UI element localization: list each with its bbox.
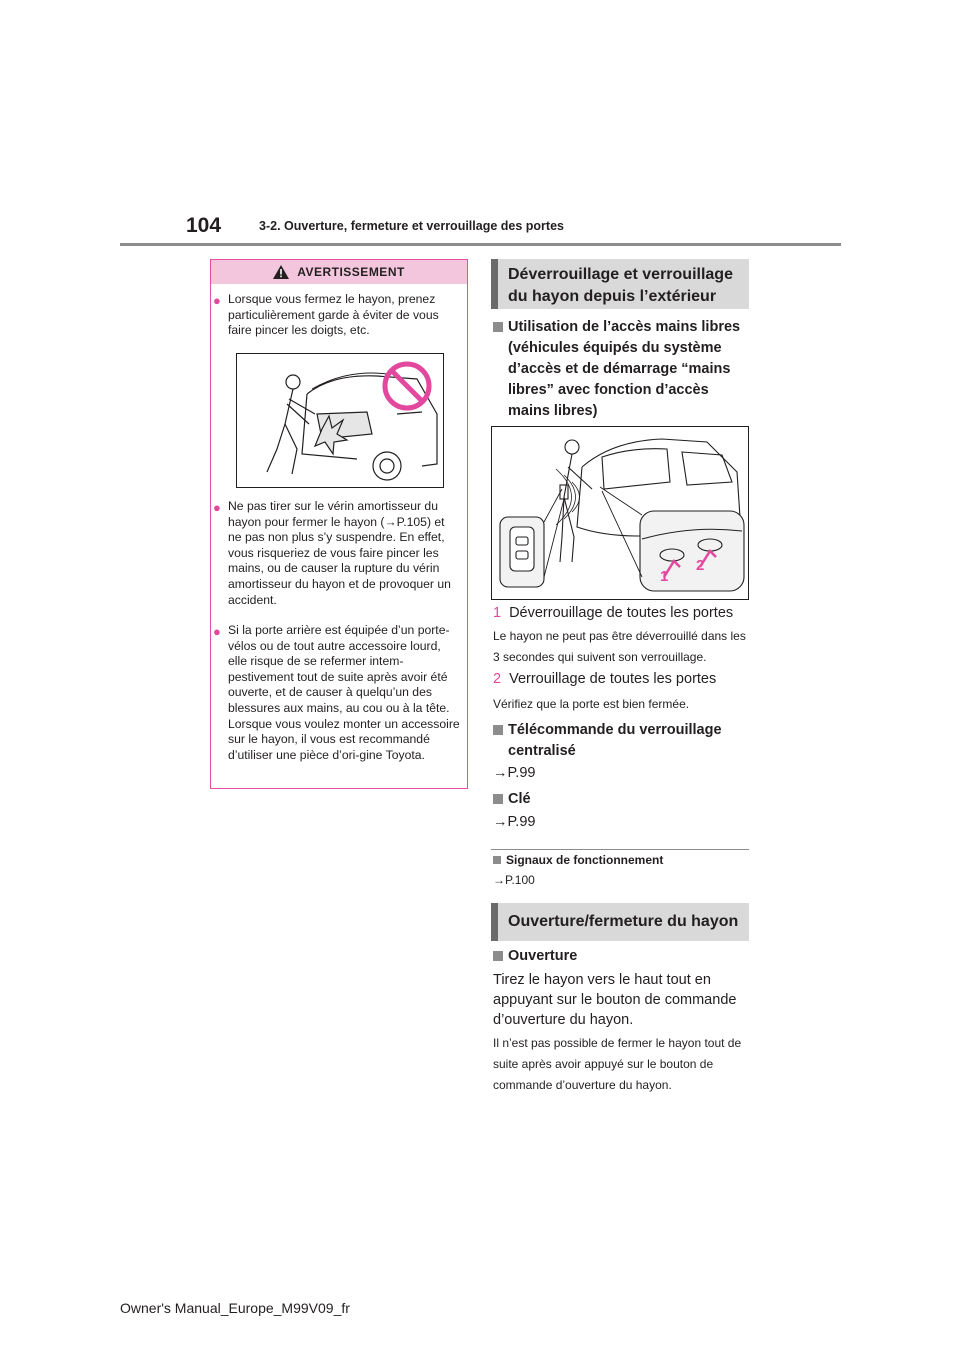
- square-bullet-icon: [493, 322, 503, 332]
- opening-instructions: Tirez le hayon vers le haut tout en appuyant sur le bouton de commande d’ouverture du hayon.: [493, 972, 737, 1028]
- warning-illustration: [236, 353, 444, 488]
- item-lock-note: Vérifiez que la porte est bien fermée.: [493, 697, 690, 711]
- warning-triangle-icon: [273, 265, 289, 279]
- item-unlock-all: 1 Déverrouillage de toutes les portes: [493, 605, 734, 621]
- bullet-icon: ●: [213, 624, 221, 639]
- sub-heading-opening: Ouverture: [508, 946, 748, 967]
- warning-header: [211, 260, 467, 284]
- opening-note: Il n’est pas possible de fermer le hayon tout de suite après avoir appuyé sur le bouton de commande d’ouverture du hayon.: [493, 1036, 742, 1092]
- item-unlock-note: Le hayon ne peut pas être déverrouillé dans les 3 secondes qui suivent son verrouillage.: [493, 629, 746, 664]
- bullet-icon: ●: [213, 500, 221, 515]
- sub-heading-smart-entry: Utilisation de l’accès mains libres (véhicules équipés du système d’accès et de démarrage “mains libres” avec fonction d’accès mains libres): [508, 317, 748, 422]
- header-rule: [120, 243, 841, 246]
- figure-label-2: 2: [696, 557, 705, 574]
- warning-paragraph: ● Ne pas tirer sur le vérin amortisseur du hayon pour fermer le hayon (→P.105) et ne pas non plus s’y suspendre. En effet, vous risqueriez de vous faire pincer les mains, ou de causer la rupture du vérin amortisseur du hayon et de provoquer un accident.: [213, 499, 451, 607]
- section-heading-unlock: Déverrouillage et verrouillage du hayon depuis l’extérieur: [491, 259, 749, 309]
- footer-text: Owner's Manual_Europe_M99V09_fr: [120, 1300, 350, 1316]
- sub-heading-remote: Télécommande du verrouillage centralisé: [508, 720, 748, 762]
- remote-page-ref: →P.99: [493, 765, 536, 781]
- warning-paragraph: ● Lorsque vous fermez le hayon, prenez particulièrement garde à éviter de vous faire pincer les doigts, etc.: [213, 292, 439, 338]
- item-lock-all: 2 Verrouillage de toutes les portes: [493, 671, 717, 687]
- sub-heading-key: Clé: [508, 789, 748, 810]
- page-number: 104: [186, 214, 222, 237]
- square-bullet-icon: [493, 725, 503, 735]
- section-title: 3-2. Ouverture, fermeture et verrouillage des portes: [259, 219, 564, 233]
- smart-entry-illustration: [491, 426, 749, 600]
- signals-page-ref: →P.100: [493, 873, 535, 887]
- square-bullet-icon: [493, 856, 501, 864]
- signals-heading: Signaux de fonctionnement: [493, 853, 663, 867]
- bullet-icon: ●: [213, 293, 221, 308]
- divider: [491, 849, 749, 850]
- figure-label-1: 1: [660, 568, 669, 585]
- square-bullet-icon: [493, 951, 503, 961]
- square-bullet-icon: [493, 794, 503, 804]
- key-page-ref: →P.99: [493, 814, 536, 830]
- section-heading-open-close: Ouverture/fermeture du hayon: [491, 903, 749, 941]
- warning-title: AVERTISSEMENT: [297, 265, 405, 279]
- warning-paragraph: ● Si la porte arrière est équipée d’un porte-vélos ou de tout autre accessoire lourd, elle risque de se refermer intem-pestivement tout de suite après avoir été ouverte, et de causer à quelqu’un des blessures aux mains, au cou ou à la tête. Lorsque vous voulez monter un accessoire sur le hayon, il vous est recommandé d’utiliser une pièce d’ori-gine Toyota.: [213, 623, 460, 762]
